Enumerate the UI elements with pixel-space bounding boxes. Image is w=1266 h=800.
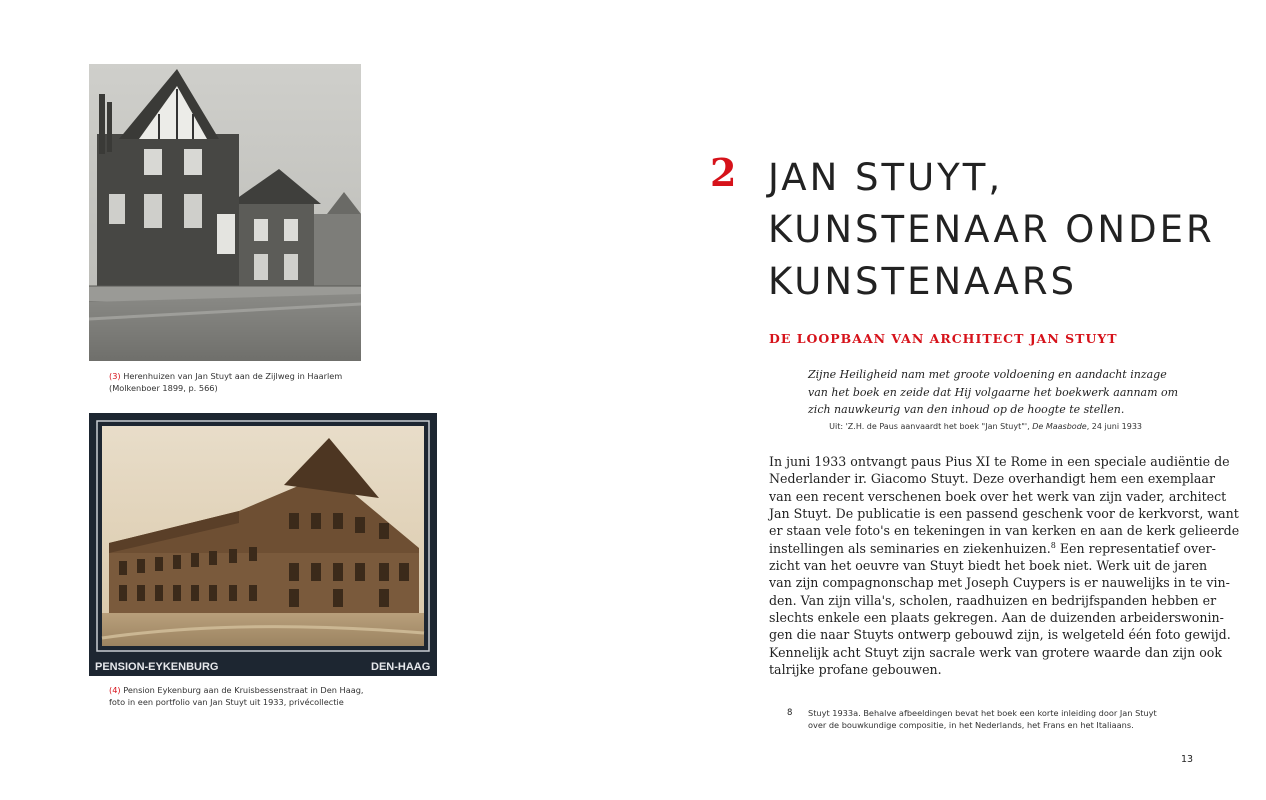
quote-source	[808, 422, 1142, 431]
figure-3-caption	[109, 371, 409, 394]
footnote-reference[interactable]: 8	[1050, 540, 1056, 550]
photo-label-den-haag: DEN-HAAG	[371, 661, 431, 673]
figure-4-caption-line1: Pension Eykenburg aan de Kruisbessenstraat in Den Haag,	[123, 685, 364, 695]
body-line: den. Van zijn villa's, scholen, raadhuizen en bedrijfspanden hebben er	[769, 592, 1217, 608]
epigraph-quote	[808, 366, 1179, 419]
page-number: 13	[1181, 754, 1194, 765]
chapter-title-line: JAN STUYT,	[768, 156, 1004, 199]
quote-line: Zijne Heiligheid nam met groote voldoening en aandacht inzage	[808, 368, 1167, 381]
figure-3-caption-line2: (Molkenboer 1899, p. 566)	[109, 382, 218, 393]
section-heading: DE LOOPBAAN VAN ARCHITECT JAN STUYT	[769, 331, 1118, 346]
body-line-text: instellingen als seminaries en ziekenhuizen.	[769, 540, 1051, 556]
body-line	[769, 540, 1216, 557]
quote-line: van het boek en zeide dat Hij volgaarne het boekwerk aannam om	[808, 385, 1179, 399]
figure-4-number: (4)	[109, 685, 121, 695]
figure-4-caption-line2: foto in een portfolio van Jan Stuyt uit 1933, privécollectie	[109, 696, 344, 707]
body-text	[769, 453, 1240, 678]
quote-source-date: , 24 juni 1933	[1086, 422, 1142, 431]
body-line-text: Een representatief over-	[1055, 540, 1216, 556]
quote-source-journal: De Maasbode	[1032, 422, 1087, 431]
body-line: er staan vele foto's en tekeningen in van kerken en aan de kerk gelieerde	[769, 523, 1240, 539]
footnote-number: 8	[787, 708, 793, 718]
body-line: van een recent verschenen boek over het werk van zijn vader, architect	[769, 488, 1227, 504]
figure-4-caption	[109, 685, 449, 708]
body-line: Nederlander ir. Giacomo Stuyt. Deze overhandigt hem een exemplaar	[769, 471, 1215, 487]
chapter-title	[768, 152, 1228, 308]
footnote-line: Stuyt 1933a. Behalve afbeeldingen bevat het boek een korte inleiding door Jan Stuyt	[808, 708, 1157, 718]
figure-3-number: (3)	[109, 371, 121, 381]
photo-herenhuizen-zijlweg	[89, 64, 361, 361]
chapter-number: 2	[710, 150, 737, 195]
body-line: Kennelijk acht Stuyt zijn sacrale werk van grotere waarde dan zijn ook	[769, 644, 1222, 660]
body-line: talrijke profane gebouwen.	[769, 662, 942, 678]
chapter-title-line: KUNSTENAAR ONDER	[768, 208, 1215, 251]
photo-pension-eykenburg	[89, 413, 437, 676]
body-line: In juni 1933 ontvangt paus Pius XI te Rome in een speciale audiëntie de	[769, 454, 1230, 469]
footnote-line: over de bouwkundige compositie, in het Nederlands, het Frans en het Italiaans.	[808, 720, 1134, 730]
photo-label-pension-eykenburg: PENSION-EYKENBURG	[95, 661, 219, 673]
quote-source-prefix: Uit: 'Z.H. de Paus aanvaardt het boek "Jan Stuyt"',	[829, 422, 1030, 431]
body-line: slechts enkele een plaats gekregen. Aan de duizenden arbeiderswonin-	[769, 610, 1224, 626]
body-line: gen die naar Stuyts ontwerp gebouwd zijn, is welgeteld één foto gewijd.	[769, 627, 1231, 643]
quote-line: zich nauwkeurig van den inhoud op de hoogte te stellen.	[808, 403, 1125, 416]
figure-3-caption-line1: Herenhuizen van Jan Stuyt aan de Zijlweg in Haarlem	[123, 371, 343, 381]
footnote-text	[808, 707, 1188, 731]
body-line: zicht van het oeuvre van Stuyt biedt het boek niet. Werk uit de jaren	[769, 558, 1208, 574]
body-line: van zijn compagnonschap met Joseph Cuypers is er nauwelijks in te vin-	[769, 575, 1230, 591]
body-line: Jan Stuyt. De publicatie is een passend geschenk voor de kerkvorst, want	[769, 506, 1239, 522]
chapter-title-line: KUNSTENAARS	[768, 260, 1078, 303]
